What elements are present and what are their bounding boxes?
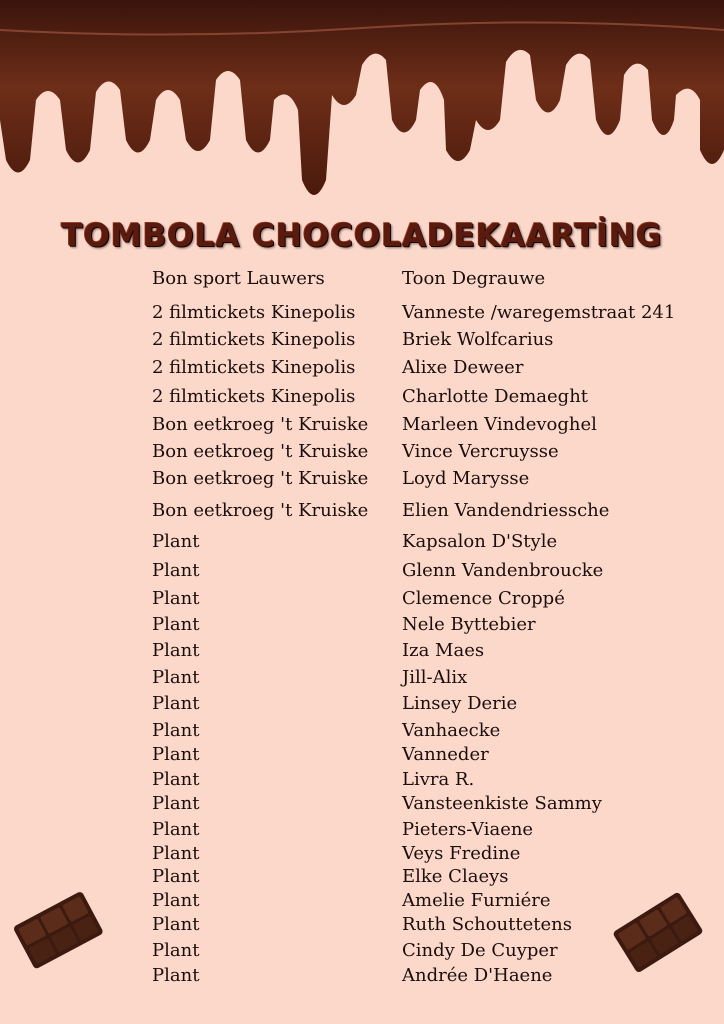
winner-name: Vanneder <box>402 744 489 765</box>
winner-name: Briek Wolfcarius <box>402 329 554 350</box>
list-item <box>0 769 724 795</box>
list-item <box>0 468 724 494</box>
prize-label: Bon eetkroeg 't Kruiske <box>152 468 369 489</box>
winner-name: Glenn Vandenbroucke <box>402 560 604 581</box>
list-item <box>0 720 724 746</box>
list-item <box>0 531 724 557</box>
list-item <box>0 268 724 294</box>
winner-name: Vince Vercruysse <box>402 441 559 462</box>
prize-label: Bon sport Lauwers <box>152 268 325 289</box>
list-item <box>0 357 724 383</box>
list-item <box>0 614 724 640</box>
list-item <box>0 819 724 845</box>
prize-label: Plant <box>152 940 200 961</box>
prize-label: Plant <box>152 769 200 790</box>
prize-label: 2 filmtickets Kinepolis <box>152 386 356 407</box>
winner-name: Livra R. <box>402 769 475 790</box>
winner-name: Jill-Alix <box>402 667 468 688</box>
winner-name: Iza Maes <box>402 640 485 661</box>
prize-label: Plant <box>152 890 200 911</box>
chocolate-drip-decoration <box>0 0 724 220</box>
prize-label: Plant <box>152 914 200 935</box>
list-item <box>0 693 724 719</box>
prize-label: Plant <box>152 667 200 688</box>
prize-label: Plant <box>152 720 200 741</box>
winner-name: Charlotte Demaeght <box>402 386 589 407</box>
prize-label: 2 filmtickets Kinepolis <box>152 329 356 350</box>
prize-label: Plant <box>152 744 200 765</box>
prize-label: Plant <box>152 614 200 635</box>
winner-name: Linsey Derie <box>402 693 518 714</box>
prize-label: Plant <box>152 843 200 864</box>
chocolate-bar-left-decoration <box>12 890 112 975</box>
winner-name: Vanneste /waregemstraat 241 <box>402 302 676 323</box>
winner-name: Pieters-Viaene <box>402 819 534 840</box>
prize-label: Plant <box>152 588 200 609</box>
winner-name: Veys Fredine <box>402 843 521 864</box>
list-item <box>0 329 724 355</box>
winner-name: Alixe Deweer <box>402 357 524 378</box>
winner-name: Vanhaecke <box>402 720 501 741</box>
prize-label: Bon eetkroeg 't Kruiske <box>152 414 369 435</box>
page-title: TOMBOLA CHOCOLADEKAARTİNG <box>61 218 663 254</box>
winner-name: Kapsalon D'Style <box>402 531 558 552</box>
prize-label: Plant <box>152 965 200 986</box>
prize-label: Plant <box>152 640 200 661</box>
prize-label: Plant <box>152 531 200 552</box>
winner-name: Vansteenkiste Sammy <box>402 793 602 814</box>
prize-label: Plant <box>152 793 200 814</box>
winner-name: Clemence Croppé <box>402 588 565 609</box>
winner-name: Loyd Marysse <box>402 468 530 489</box>
chocolate-bar-right-decoration <box>612 892 712 977</box>
list-item <box>0 441 724 467</box>
prize-label: 2 filmtickets Kinepolis <box>152 302 356 323</box>
winner-name: Ruth Schouttetens <box>402 914 572 935</box>
prize-label: Plant <box>152 560 200 581</box>
list-item <box>0 302 724 328</box>
list-item <box>0 866 724 892</box>
winner-name: Elke Claeys <box>402 866 509 887</box>
prize-label: Plant <box>152 693 200 714</box>
winner-name: Nele Byttebier <box>402 614 536 635</box>
list-item <box>0 560 724 586</box>
winner-name: Amelie Furniére <box>402 890 551 911</box>
prize-label: 2 filmtickets Kinepolis <box>152 357 356 378</box>
list-item <box>0 744 724 770</box>
winner-name: Andrée D'Haene <box>402 965 553 986</box>
winner-name: Cindy De Cuyper <box>402 940 558 961</box>
prize-label: Bon eetkroeg 't Kruiske <box>152 500 369 521</box>
list-item <box>0 640 724 666</box>
prize-label: Plant <box>152 819 200 840</box>
list-item <box>0 414 724 440</box>
winner-name: Toon Degrauwe <box>402 268 546 289</box>
list-item <box>0 588 724 614</box>
list-item <box>0 386 724 412</box>
prize-label: Plant <box>152 866 200 887</box>
winner-name: Elien Vandendriessche <box>402 500 610 521</box>
list-item <box>0 793 724 819</box>
winner-name: Marleen Vindevoghel <box>402 414 597 435</box>
list-item <box>0 667 724 693</box>
prize-label: Bon eetkroeg 't Kruiske <box>152 441 369 462</box>
list-item <box>0 500 724 526</box>
